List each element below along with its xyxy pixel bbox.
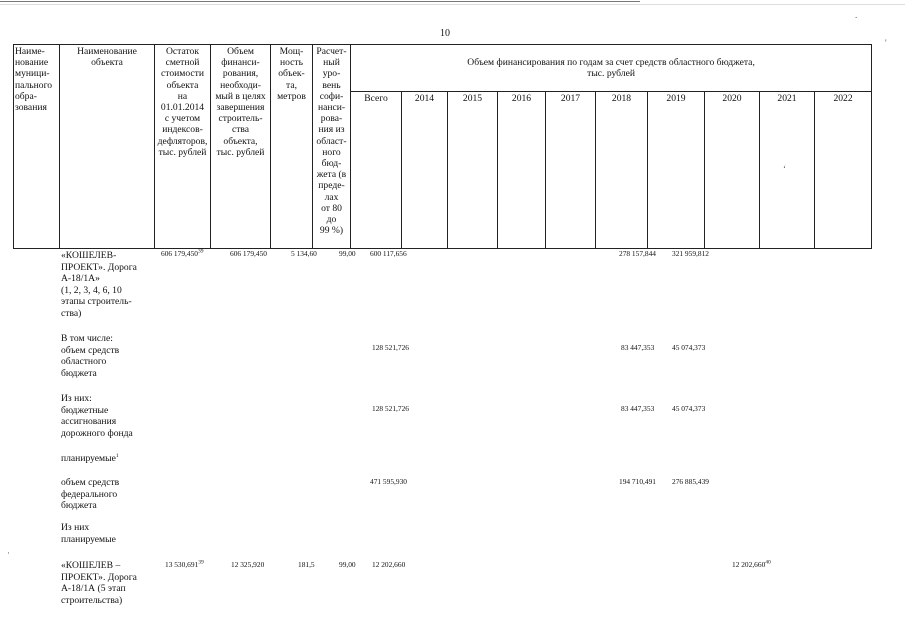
- funding-table-body: [7, 164, 873, 640]
- funding-volume-cell: 12 325,920: [231, 560, 265, 569]
- footnote-ref: 40: [765, 559, 771, 566]
- header-year-2019: 2019: [648, 92, 705, 249]
- header-remaining-cost: Остаток сметной стоимости объекта на 01.01.2014 с учетом индексов- дефляторов, тыс. рублей: [155, 45, 211, 249]
- funding-volume-cell: 606 179,450: [230, 249, 267, 258]
- total-cell: 12 202,660: [372, 560, 406, 569]
- year-2019-cell: 45 074,373: [672, 404, 706, 413]
- header-year-2017: 2017: [546, 92, 596, 249]
- object-name-cell: Из них: бюджетные ассигнования дорожного фонда: [61, 393, 133, 439]
- object-name-cell: планируемые$^1$: [61, 452, 119, 464]
- total-cell: 128 521,726: [372, 404, 409, 413]
- scan-speck: ‘: [783, 164, 786, 174]
- header-year-2020: 2020: [705, 92, 760, 249]
- header-year-2015: 2015: [448, 92, 498, 249]
- year-2020-cell: 12 202,660$^{40}$: [732, 559, 771, 569]
- scan-speck: .: [855, 10, 858, 20]
- footnote-ref: 1: [115, 452, 119, 459]
- header-year-2014: 2014: [402, 92, 448, 249]
- year-2019-cell: 45 074,373: [672, 343, 706, 352]
- scan-edge-line: [0, 1, 640, 2]
- capacity-cell: 5 134,60: [291, 249, 317, 258]
- object-name-cell: объем средств федерального бюджета: [61, 477, 120, 512]
- header-year-2016: 2016: [498, 92, 546, 249]
- scan-speck: ·: [7, 548, 10, 558]
- cofinancing-level-cell: 99,00: [339, 249, 356, 258]
- capacity-cell: 181,5: [298, 560, 315, 569]
- remaining-cost-cell: 606 179,450$^{39}$: [161, 248, 204, 258]
- year-2018-cell: 194 710,491: [619, 477, 656, 486]
- header-year-2018: 2018: [596, 92, 648, 249]
- header-year-2022: 2022: [815, 92, 872, 249]
- header-object-name: Наименование объекта: [60, 45, 155, 249]
- total-cell: 600 117,656: [370, 249, 407, 258]
- object-name-cell: В том числе: объем средств областного бюджета: [61, 333, 120, 379]
- header-year-2021: 2021: [760, 92, 815, 249]
- total-cell: 471 595,930: [370, 477, 407, 486]
- header-funding-volume: Объем финанси- рования, необходи- мый в целях завершения строитель- ства объекта, тыс. рублей: [211, 45, 271, 249]
- header-funding-by-years: Объем финансирования по годам за счет средств областного бюджета, тыс. рублей: [351, 45, 872, 92]
- scan-edge-line-faint: [0, 4, 905, 5]
- scan-speck: ': [885, 38, 887, 48]
- object-name-cell: «КОШЕЛЕВ – ПРОЕКТ». Дорога А-18/1А (5 этап строительства): [61, 560, 137, 606]
- year-2018-cell: 278 157,844: [619, 249, 656, 258]
- year-2018-cell: 83 447,353: [621, 343, 655, 352]
- header-total: Всего: [351, 92, 402, 249]
- page-number: 10: [440, 28, 450, 39]
- object-name-cell: Из них планируемые: [61, 522, 116, 545]
- funding-table-header: [13, 44, 872, 249]
- header-cofinancing-level: Расчет- ный уро- вень софи- нанси- рова- ния из област- ного бюд- жета (в преде- лах от 80 до 99 %): [313, 45, 351, 249]
- header-municipality: Наиме- нование муници- пального обра- зования: [14, 45, 60, 249]
- footnote-ref: 39: [198, 559, 204, 566]
- object-name-cell: «КОШЕЛЕВ- ПРОЕКТ». Дорога А-18/1А» (1, 2, 3, 4, 6, 10 этапы строитель- ства): [61, 250, 137, 319]
- cofinancing-level-cell: 99,00: [339, 560, 356, 569]
- header-capacity: Мощ- ность объек- та, метров: [271, 45, 313, 249]
- total-cell: 128 521,726: [372, 343, 409, 352]
- year-2018-cell: 83 447,353: [621, 404, 655, 413]
- remaining-cost-cell: 13 530,691$^{39}$: [165, 559, 204, 569]
- year-2019-cell: 321 959,812: [672, 249, 709, 258]
- year-2019-cell: 276 885,439: [672, 477, 709, 486]
- footnote-ref: 39: [197, 248, 204, 255]
